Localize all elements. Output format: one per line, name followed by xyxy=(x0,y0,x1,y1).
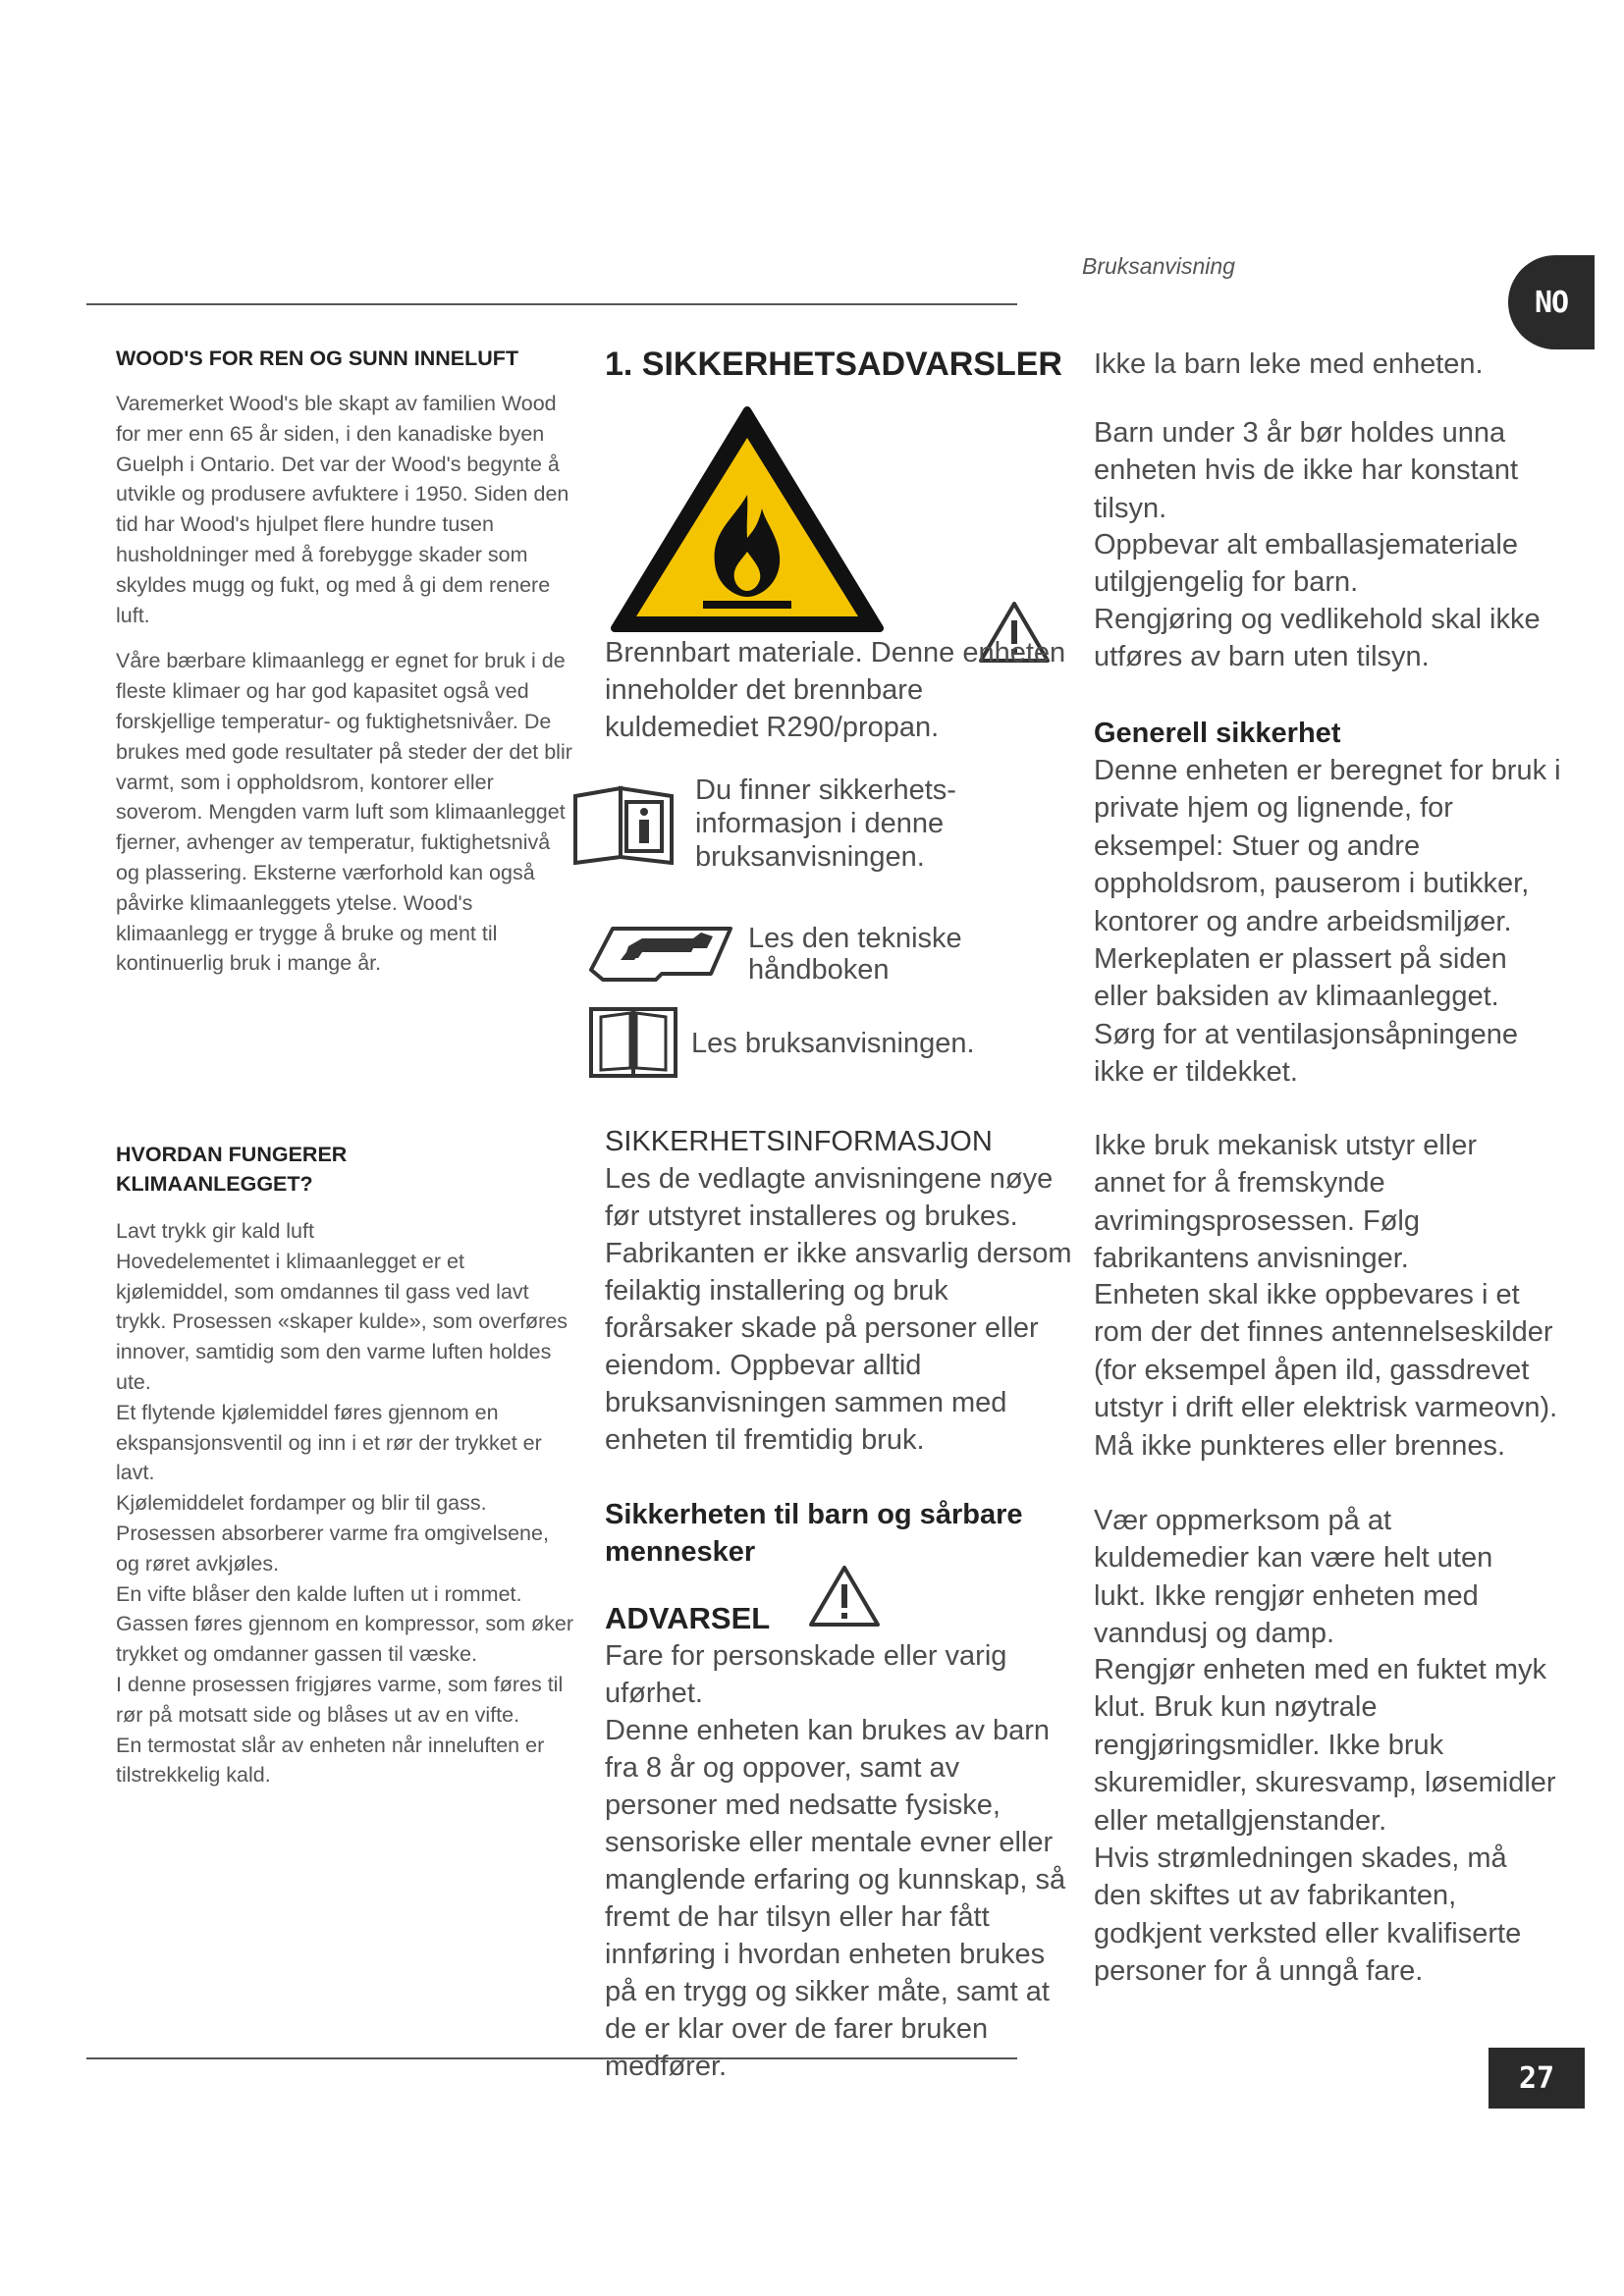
info-book-label-line1: Du finner sikkerhets- xyxy=(695,774,956,806)
how-line-0: Lavt trykk gir kald luft xyxy=(116,1219,314,1243)
how-line-6: I denne prosessen frigjøres varme, som føres til rør på motsatt side og blåses ut av en vifte. xyxy=(116,1672,564,1727)
manual-book-label: Les bruksanvisningen. xyxy=(691,1028,975,1059)
section-title-how-line1: HVORDAN FUNGERER xyxy=(116,1143,348,1166)
right-para-9: Hvis strømledningen skades, må den skiftes ut av fabrikanten, godkjent verksted eller kvalifiserte personer for å unngå fare. xyxy=(1094,1842,1522,1988)
right-para-5: Ikke bruk mekanisk utstyr eller annet for å fremskynde avrimingsprosessen. Følg fabrikantens anvisninger. xyxy=(1094,1130,1478,1275)
how-line-2: Et flytende kjølemiddel føres gjennom en ekspansjonsventil og inn i et rør der trykket er lavt. xyxy=(116,1400,542,1485)
manual-book-icon xyxy=(587,1003,679,1080)
right-para-6: Enheten skal ikke oppbevares i et rom der det finnes antennelseskilder (for eksempel åpen ild, gassdrevet utstyr i drift eller elektrisk varmeovn). Må ikke punkteres eller brennes. xyxy=(1094,1279,1558,1462)
children-text: Denne enheten kan brukes av barn fra 8 år og oppover, samt av personer med nedsatte fysiske, sensoriske eller mentale evner eller manglende erfaring og kunnskap, så fremt de har tilsyn eller har fått innføring i hvordan enheten brukes på en trygg og sikker måte, samt at de er klar over de farer bruken medfører. xyxy=(605,1715,1066,2082)
how-line-1: Hovedelementet i klimaanlegget er et kjølemiddel, som omdannes til gass ved lavt trykk. Prosessen «skaper kulde», som overføres innover, samtidig som den varme luften holdes ute. xyxy=(116,1249,568,1394)
right-para-7: Vær oppmerksom på at kuldemedier kan være helt uten lukt. Ikke rengjør enheten med vanndusj og damp. xyxy=(1094,1505,1493,1650)
general-safety-title: Generell sikkerhet xyxy=(1094,718,1341,749)
safety-info-title: SIKKERHETSINFORMASJON xyxy=(605,1126,993,1157)
page-number: 27 xyxy=(1489,2048,1585,2109)
info-book-label-line3: bruksanvisningen. xyxy=(695,841,925,873)
flammable-text: Brennbart materiale. Denne enheten inneholder det brennbare kuldemediet R290/propan. xyxy=(605,637,1066,743)
children-safety-title xyxy=(605,1496,1022,1571)
right-para-3: Oppbevar alt emballasjemateriale utilgjengelig for barn. xyxy=(1094,529,1518,599)
header-label: Bruksanvisning xyxy=(1082,253,1235,279)
safety-info-text: Les de vedlagte anvisningene nøye før utstyret installeres og brukes. Fabrikanten er ikke ansvarlig dersom feilaktig installering og bruk forårsaker skade på personer eller eiendom. Oppbevar alltid bruksanvisningen sammen med enheten til fremtidig bruk. xyxy=(605,1163,1072,1456)
right-para-8: Rengjør enheten med en fuktet myk klut. Bruk kun nøytrale rengjøringsmidler. Ikke bruk skuremidler, skuresvamp, løsemidler eller metallgjenstander. xyxy=(1094,1654,1556,1837)
technical-manual-label-line2: håndboken xyxy=(748,954,890,986)
section-title-woods: WOOD'S FOR REN OG SUNN INNELUFT xyxy=(116,347,519,370)
how-line-7: En termostat slår av enheten når inneluften er tilstrekkelig kald. xyxy=(116,1733,545,1788)
how-line-4: En vifte blåser den kalde luften ut i rommet. xyxy=(116,1581,522,1606)
info-book-label xyxy=(695,774,956,874)
warning-title: ADVARSEL xyxy=(605,1601,771,1635)
safety-warnings-heading: 1. SIKKERHETSADVARSLER xyxy=(605,346,1062,383)
warning-text: Fare for personskade eller varig uførhet. xyxy=(605,1640,1007,1709)
technical-manual-label xyxy=(748,923,962,986)
top-divider xyxy=(86,303,1017,305)
woods-paragraph-2: Våre bærbare klimaanlegg er egnet for bruk i de fleste klimaer og har god kapasitet også ved forskjellige temperatur- og fuktighetsnivåer. De brukes med gode resultater på steder der det blir varmt, som i oppholdsrom, kontorer eller soverom. Mengden varm luft som klimaanlegget fjerner, avhenger av temperatur, fuktighetsnivå og plassering. Eksterne værforhold kan også påvirke klimaanleggets ytelse. Wood's klimaanlegg er trygge å bruke og ment til kontinuerlig bruk i mange år. xyxy=(116,649,572,976)
right-para-1: Ikke la barn leke med enheten. xyxy=(1094,348,1484,380)
general-safety-text: Denne enheten er beregnet for bruk i private hjem og lignende, for eksempel: Stuer og andre oppholdsrom, pauserom i butikker, kontorer og andre arbeidsmiljøer. Merkeplaten er plassert på siden eller baksiden av klimaanlegget. Sørg for at ventilasjonsåpningene ikke er tildekket. xyxy=(1094,755,1561,1089)
section-title-how-line2: KLIMAANLEGGET? xyxy=(116,1172,313,1196)
left-column-section-1 xyxy=(116,344,573,979)
right-para-2: Barn under 3 år bør holdes unna enheten hvis de ikke har konstant tilsyn. xyxy=(1094,417,1519,524)
technical-manual-icon xyxy=(583,913,742,989)
language-tab: NO xyxy=(1508,255,1595,349)
info-book-icon xyxy=(569,782,677,865)
how-line-5: Gassen føres gjennom en kompressor, som øker trykket og omdanner gassen til væske. xyxy=(116,1612,574,1667)
info-book-label-line2: informasjon i denne xyxy=(695,808,945,839)
technical-manual-label-line1: Les den tekniske xyxy=(748,923,962,954)
right-para-4: Rengjøring og vedlikehold skal ikke utføres av barn uten tilsyn. xyxy=(1094,604,1541,673)
left-column-section-2 xyxy=(116,1140,573,1790)
children-safety-title-line2: mennesker xyxy=(605,1536,756,1568)
flammable-warning-icon xyxy=(609,404,886,636)
children-safety-title-line1: Sikkerheten til barn og sårbare xyxy=(605,1499,1023,1530)
how-line-3: Kjølemiddelet fordamper og blir til gass. Prosessen absorberer varme fra omgivelsene, og røret avkjøles. xyxy=(116,1491,549,1575)
warning-icon xyxy=(807,1563,882,1629)
woods-paragraph-1: Varemerket Wood's ble skapt av familien Wood for mer enn 65 år siden, i den kanadiske byen Guelph i Ontario. Det var der Wood's begynte å utvikle og produsere avfuktere i 1950. Siden den tid har Wood's hjulpet flere hundre tusen husholdninger med å forebygge skader som skyldes mugg og fukt, og med å gi dem renere luft. xyxy=(116,392,569,627)
